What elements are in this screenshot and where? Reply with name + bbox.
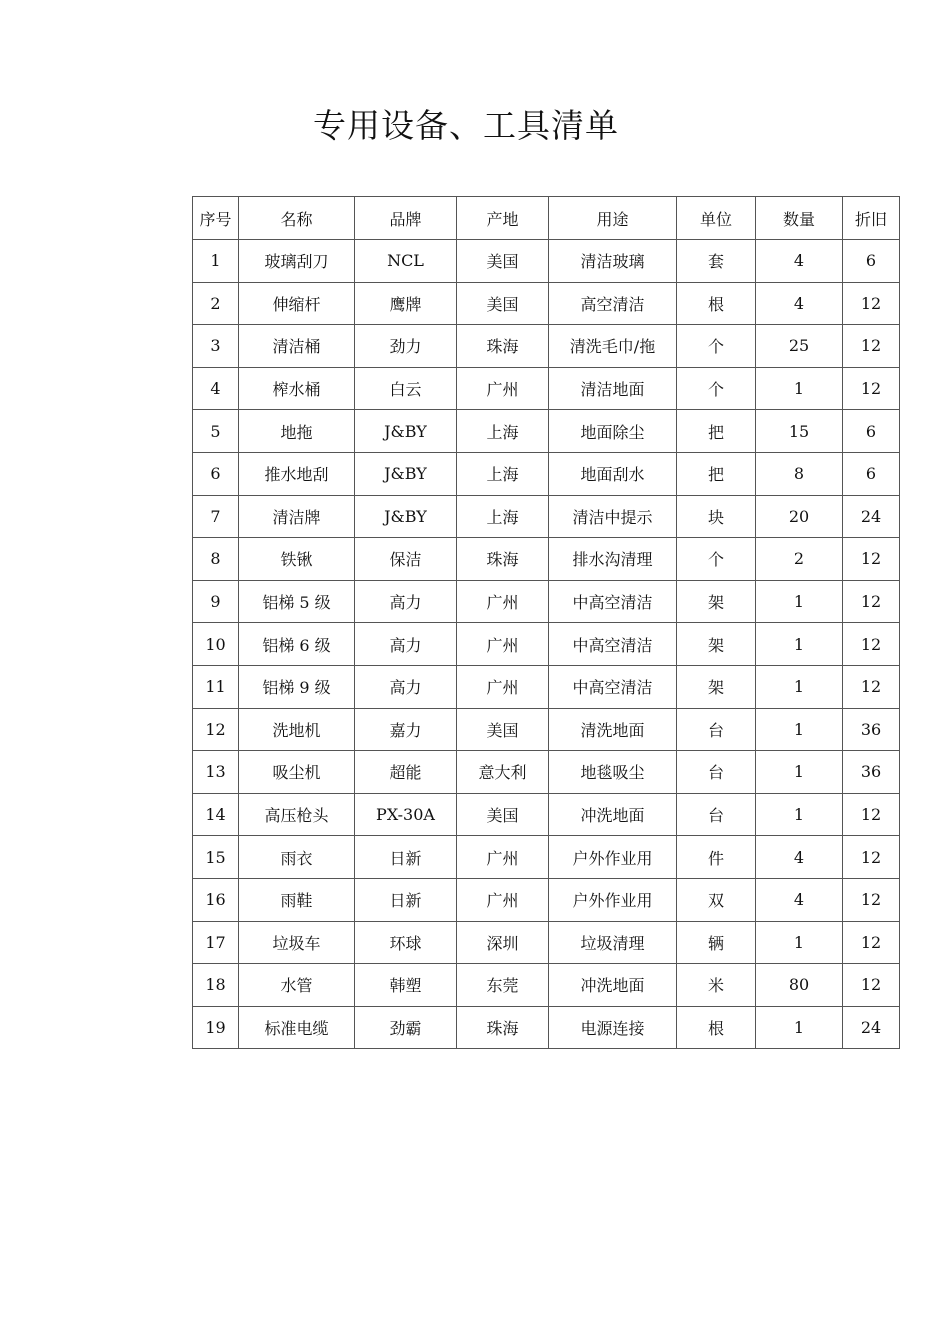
table-row — [193, 623, 900, 666]
cell-unit: 件 — [677, 836, 756, 879]
cell-quantity: 1 — [756, 665, 843, 708]
cell-brand: 劲霸 — [355, 1006, 457, 1049]
cell-brand: 劲力 — [355, 325, 457, 368]
cell-depreciation: 12 — [843, 878, 900, 921]
header-no: 序号 — [193, 197, 239, 240]
cell-depreciation: 12 — [843, 921, 900, 964]
cell-no: 2 — [193, 282, 239, 325]
cell-depreciation: 12 — [843, 623, 900, 666]
header-unit: 单位 — [677, 197, 756, 240]
cell-name: 推水地刮 — [239, 452, 355, 495]
header-name: 名称 — [239, 197, 355, 240]
cell-usage: 冲洗地面 — [549, 793, 677, 836]
cell-origin: 广州 — [457, 580, 549, 623]
table-row — [193, 325, 900, 368]
cell-quantity: 4 — [756, 878, 843, 921]
cell-usage: 地面刮水 — [549, 452, 677, 495]
cell-origin: 珠海 — [457, 1006, 549, 1049]
table-row — [193, 538, 900, 581]
cell-origin: 广州 — [457, 665, 549, 708]
cell-brand: 高力 — [355, 623, 457, 666]
cell-no: 13 — [193, 751, 239, 794]
cell-depreciation: 12 — [843, 282, 900, 325]
cell-brand: J&BY — [355, 410, 457, 453]
cell-quantity: 1 — [756, 367, 843, 410]
cell-name: 洗地机 — [239, 708, 355, 751]
cell-unit: 架 — [677, 580, 756, 623]
cell-depreciation: 36 — [843, 751, 900, 794]
cell-unit: 个 — [677, 538, 756, 581]
cell-depreciation: 6 — [843, 452, 900, 495]
cell-brand: 日新 — [355, 878, 457, 921]
table-row — [193, 452, 900, 495]
cell-no: 6 — [193, 452, 239, 495]
equipment-table — [192, 196, 900, 1049]
cell-depreciation: 6 — [843, 410, 900, 453]
table-row — [193, 367, 900, 410]
cell-quantity: 4 — [756, 240, 843, 283]
cell-unit: 台 — [677, 751, 756, 794]
cell-unit: 台 — [677, 793, 756, 836]
cell-unit: 个 — [677, 367, 756, 410]
cell-usage: 清洗地面 — [549, 708, 677, 751]
table-row — [193, 665, 900, 708]
cell-brand: 保洁 — [355, 538, 457, 581]
cell-usage: 地面除尘 — [549, 410, 677, 453]
cell-no: 4 — [193, 367, 239, 410]
cell-usage: 垃圾清理 — [549, 921, 677, 964]
cell-unit: 台 — [677, 708, 756, 751]
cell-no: 16 — [193, 878, 239, 921]
cell-name: 榨水桶 — [239, 367, 355, 410]
cell-brand: 鹰牌 — [355, 282, 457, 325]
table-row — [193, 793, 900, 836]
table-row — [193, 836, 900, 879]
cell-usage: 户外作业用 — [549, 836, 677, 879]
cell-usage: 中高空清洁 — [549, 665, 677, 708]
cell-no: 12 — [193, 708, 239, 751]
cell-no: 19 — [193, 1006, 239, 1049]
table-row — [193, 410, 900, 453]
cell-unit: 个 — [677, 325, 756, 368]
table-row — [193, 751, 900, 794]
table-row — [193, 878, 900, 921]
page-title: 专用设备、工具清单 — [313, 106, 619, 145]
table-row — [193, 964, 900, 1007]
cell-name: 铝梯 5 级 — [239, 580, 355, 623]
header-usage: 用途 — [549, 197, 677, 240]
cell-origin: 广州 — [457, 367, 549, 410]
cell-no: 18 — [193, 964, 239, 1007]
cell-brand: 韩塑 — [355, 964, 457, 1007]
cell-quantity: 15 — [756, 410, 843, 453]
cell-origin: 美国 — [457, 708, 549, 751]
cell-brand: 高力 — [355, 665, 457, 708]
cell-no: 14 — [193, 793, 239, 836]
cell-name: 吸尘机 — [239, 751, 355, 794]
header-origin: 产地 — [457, 197, 549, 240]
cell-unit: 把 — [677, 452, 756, 495]
cell-usage: 中高空清洁 — [549, 623, 677, 666]
table-row — [193, 921, 900, 964]
cell-unit: 根 — [677, 282, 756, 325]
header-brand: 品牌 — [355, 197, 457, 240]
cell-depreciation: 12 — [843, 964, 900, 1007]
cell-usage: 冲洗地面 — [549, 964, 677, 1007]
cell-no: 11 — [193, 665, 239, 708]
cell-quantity: 1 — [756, 751, 843, 794]
cell-name: 铝梯 9 级 — [239, 665, 355, 708]
cell-quantity: 4 — [756, 282, 843, 325]
cell-name: 水管 — [239, 964, 355, 1007]
cell-origin: 上海 — [457, 452, 549, 495]
cell-usage: 中高空清洁 — [549, 580, 677, 623]
cell-usage: 清洁玻璃 — [549, 240, 677, 283]
cell-usage: 户外作业用 — [549, 878, 677, 921]
cell-depreciation: 12 — [843, 367, 900, 410]
cell-brand: NCL — [355, 240, 457, 283]
cell-brand: J&BY — [355, 452, 457, 495]
cell-usage: 清洁地面 — [549, 367, 677, 410]
cell-no: 1 — [193, 240, 239, 283]
cell-unit: 根 — [677, 1006, 756, 1049]
cell-quantity: 4 — [756, 836, 843, 879]
table-row — [193, 282, 900, 325]
cell-origin: 意大利 — [457, 751, 549, 794]
cell-origin: 上海 — [457, 495, 549, 538]
table-row — [193, 580, 900, 623]
cell-brand: 环球 — [355, 921, 457, 964]
cell-name: 垃圾车 — [239, 921, 355, 964]
cell-unit: 辆 — [677, 921, 756, 964]
cell-name: 雨衣 — [239, 836, 355, 879]
cell-name: 高压枪头 — [239, 793, 355, 836]
cell-depreciation: 6 — [843, 240, 900, 283]
cell-unit: 米 — [677, 964, 756, 1007]
cell-no: 7 — [193, 495, 239, 538]
table-header-row — [193, 197, 900, 240]
cell-usage: 清洗毛巾/拖 — [549, 325, 677, 368]
cell-depreciation: 12 — [843, 580, 900, 623]
cell-no: 17 — [193, 921, 239, 964]
cell-usage: 清洁中提示 — [549, 495, 677, 538]
cell-name: 铁锹 — [239, 538, 355, 581]
cell-origin: 美国 — [457, 282, 549, 325]
cell-brand: 日新 — [355, 836, 457, 879]
cell-quantity: 2 — [756, 538, 843, 581]
cell-usage: 高空清洁 — [549, 282, 677, 325]
cell-no: 8 — [193, 538, 239, 581]
cell-no: 15 — [193, 836, 239, 879]
table-body — [193, 240, 900, 1049]
cell-quantity: 1 — [756, 623, 843, 666]
table-row — [193, 240, 900, 283]
cell-depreciation: 24 — [843, 495, 900, 538]
cell-unit: 架 — [677, 623, 756, 666]
header-depreciation: 折旧 — [843, 197, 900, 240]
cell-origin: 美国 — [457, 793, 549, 836]
cell-origin: 广州 — [457, 623, 549, 666]
cell-origin: 深圳 — [457, 921, 549, 964]
cell-no: 3 — [193, 325, 239, 368]
cell-depreciation: 12 — [843, 325, 900, 368]
cell-no: 5 — [193, 410, 239, 453]
cell-unit: 把 — [677, 410, 756, 453]
cell-no: 10 — [193, 623, 239, 666]
cell-quantity: 1 — [756, 921, 843, 964]
header-quantity: 数量 — [756, 197, 843, 240]
cell-no: 9 — [193, 580, 239, 623]
cell-unit: 双 — [677, 878, 756, 921]
cell-unit: 套 — [677, 240, 756, 283]
cell-brand: 高力 — [355, 580, 457, 623]
cell-name: 伸缩杆 — [239, 282, 355, 325]
cell-depreciation: 36 — [843, 708, 900, 751]
cell-quantity: 1 — [756, 708, 843, 751]
cell-depreciation: 12 — [843, 665, 900, 708]
cell-unit: 架 — [677, 665, 756, 708]
cell-quantity: 1 — [756, 580, 843, 623]
cell-name: 雨鞋 — [239, 878, 355, 921]
cell-brand: J&BY — [355, 495, 457, 538]
cell-unit: 块 — [677, 495, 756, 538]
cell-name: 标准电缆 — [239, 1006, 355, 1049]
cell-origin: 珠海 — [457, 325, 549, 368]
cell-origin: 珠海 — [457, 538, 549, 581]
cell-depreciation: 12 — [843, 793, 900, 836]
cell-quantity: 80 — [756, 964, 843, 1007]
cell-quantity: 20 — [756, 495, 843, 538]
cell-quantity: 1 — [756, 793, 843, 836]
cell-quantity: 25 — [756, 325, 843, 368]
cell-usage: 排水沟清理 — [549, 538, 677, 581]
cell-brand: PX-30A — [355, 793, 457, 836]
cell-origin: 东莞 — [457, 964, 549, 1007]
cell-usage: 电源连接 — [549, 1006, 677, 1049]
cell-name: 玻璃刮刀 — [239, 240, 355, 283]
cell-brand: 嘉力 — [355, 708, 457, 751]
table-row — [193, 708, 900, 751]
table-row — [193, 495, 900, 538]
cell-brand: 超能 — [355, 751, 457, 794]
cell-depreciation: 12 — [843, 538, 900, 581]
cell-depreciation: 12 — [843, 836, 900, 879]
table-row — [193, 1006, 900, 1049]
cell-name: 地拖 — [239, 410, 355, 453]
cell-origin: 广州 — [457, 836, 549, 879]
cell-origin: 美国 — [457, 240, 549, 283]
cell-depreciation: 24 — [843, 1006, 900, 1049]
cell-origin: 广州 — [457, 878, 549, 921]
cell-name: 铝梯 6 级 — [239, 623, 355, 666]
cell-origin: 上海 — [457, 410, 549, 453]
cell-name: 清洁桶 — [239, 325, 355, 368]
cell-quantity: 1 — [756, 1006, 843, 1049]
cell-name: 清洁牌 — [239, 495, 355, 538]
cell-usage: 地毯吸尘 — [549, 751, 677, 794]
cell-brand: 白云 — [355, 367, 457, 410]
cell-quantity: 8 — [756, 452, 843, 495]
